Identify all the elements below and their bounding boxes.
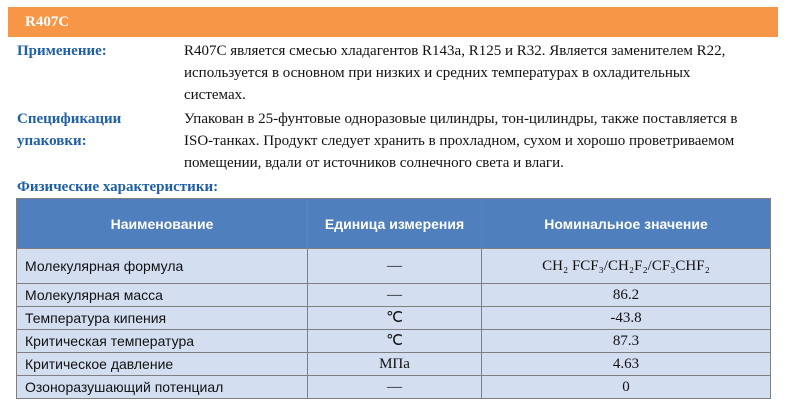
header-name: Наименование xyxy=(17,199,308,249)
cell-name: Молекулярная масса xyxy=(17,284,308,307)
cell-value: 4.63 xyxy=(482,353,771,376)
table-row xyxy=(17,330,771,353)
physical-properties-table xyxy=(16,198,771,399)
table-row xyxy=(17,307,771,330)
table-header-row xyxy=(17,199,771,249)
cell-name: Температура кипения xyxy=(17,307,308,330)
cell-unit: — xyxy=(308,284,482,307)
application-text xyxy=(184,40,771,106)
application-line: используется в основном при низких и средних температурах в охладительных xyxy=(184,65,691,81)
cell-name: Молекулярная формула xyxy=(17,249,308,284)
cell-unit: ℃ xyxy=(308,307,482,330)
cell-value: 87.3 xyxy=(482,330,771,353)
cell-name: Озоноразушающий потенциал xyxy=(17,376,308,399)
cell-value: CH₂ FCF₃/CH₂F₂/CF₃CHF₂ xyxy=(482,249,771,284)
table-row xyxy=(17,376,771,399)
header-value: Номинальное значение xyxy=(482,199,771,249)
cell-name: Критическая температура xyxy=(17,330,308,353)
cell-unit: ℃ xyxy=(308,330,482,353)
packaging-line: ISO-танках. Продукт следует хранить в прохладном, сухом и хорошо проветриваемом xyxy=(184,133,735,149)
packaging-line: помещении, вдали от источников солнечного света и влаги. xyxy=(184,155,564,171)
application-line: R407C является смесью хладагентов R143a, R125 и R32. Является заменителем R22, xyxy=(184,43,726,59)
packaging-label-line: Спецификации xyxy=(17,111,122,127)
packaging-line: Упакован в 25-фунтовые одноразовые цилиндры, тон-цилиндры, также поставляется в xyxy=(184,111,738,127)
cell-unit: МПа xyxy=(308,353,482,376)
table-row xyxy=(17,284,771,307)
physical-section-title: Физические характеристики: xyxy=(17,179,219,195)
table-row xyxy=(17,353,771,376)
cell-unit: — xyxy=(308,376,482,399)
packaging-label xyxy=(17,108,121,152)
product-title: R407C xyxy=(25,14,70,30)
product-title-bar xyxy=(8,7,778,37)
table-row xyxy=(17,249,771,284)
cell-value: 86.2 xyxy=(482,284,771,307)
application-label: Применение: xyxy=(17,43,107,59)
packaging-text xyxy=(184,108,771,174)
cell-name: Критическое давление xyxy=(17,353,308,376)
cell-value: -43.8 xyxy=(482,307,771,330)
cell-value: 0 xyxy=(482,376,771,399)
packaging-label-line: упаковки: xyxy=(17,133,87,149)
cell-unit: — xyxy=(308,249,482,284)
header-unit: Единица измерения xyxy=(308,199,482,249)
application-line: системах. xyxy=(184,87,246,103)
